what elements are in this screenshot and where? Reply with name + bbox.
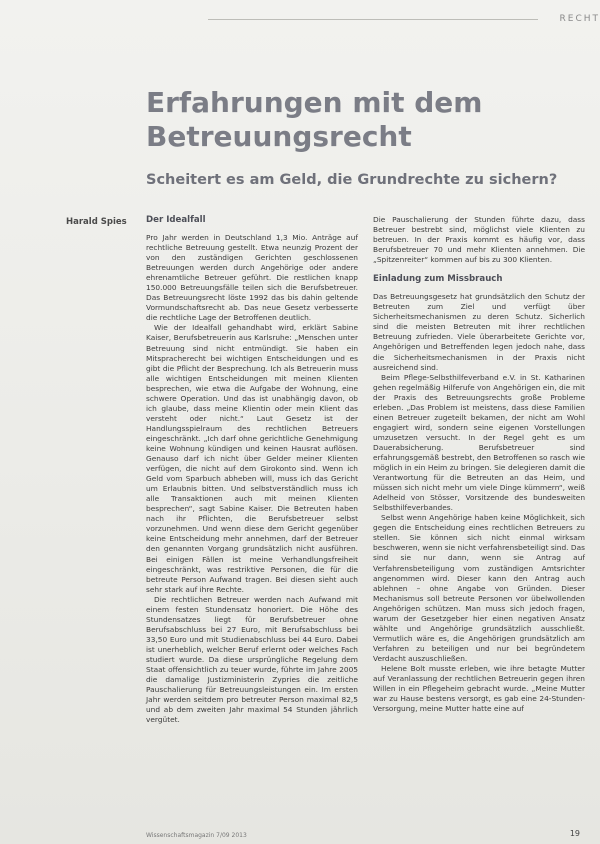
section-heading-idealfall: Der Idealfall xyxy=(146,215,206,225)
page-number: 19 xyxy=(569,829,580,838)
body-paragraph: Selbst wenn Angehörige haben keine Möglichkeit, sich gegen die Entscheidung eines rechtlichen Betreuers zu stellen. Sie können sich nicht einmal wirksam beschweren, wenn sie nicht verfahrensbeteiligt sind. Das sind sie nur dann, wenn sie Antrag auf Verfahrensbeteiligung vom zuständigen Amtsrichter angenommen wird. Dieser kann den Antrag auch ablehnen – ohne Angabe von Gründen. Dieser Mechanismus soll betreute Personen vor übelwollenden Angehörigen schützen. Man muss sich jedoch fragen, warum der Gesetzgeber hier einen negativen Ansatz wählte und Angehörige grundsätzlich ausschließt. Vermutlich wäre es, die Angehörigen grundsätzlich am Verfahren zu beteiligen und nur bei begründetem Verdacht auszuschließen. xyxy=(373,513,585,663)
author-name: Harald Spies xyxy=(66,217,127,227)
section-rubric: RECHT xyxy=(559,14,600,24)
body-paragraph: Helene Bolt musste erleben, wie ihre betagte Mutter auf Veranlassung der rechtlichen Betreuerin gegen ihren Willen in ein Pflegeheim gebracht wurde. „Meine Mutter war zu Hause bestens versorgt, es gab eine 24-Stunden-Versorgung, meine Mutter hatte eine auf xyxy=(373,663,585,714)
article-title: Erfahrungen mit dem Betreuungsrecht xyxy=(146,86,483,153)
body-paragraph: Beim Pflege-Selbsthilfeverband e.V. in St. Katharinen gehen regelmäßig Hilferufe von Angehörigen ein, die mit der Praxis des Betreuungsrechts große Probleme erleben. „Das Problem ist meistens, dass diese Familien einen Betreuer zugeteilt bekamen, der nicht am Wohl engagiert wird, sondern seine eigenen Vorstellungen umzusetzen versucht. In der Regel geht es um Dauerabsicherung. Berufsbetreuer sind erfahrungsgemäß bestrebt, den Betroffenen so rasch wie möglich in ein Heim zu bringen. Sie delegieren damit die Verantwortung für die Betreuten an das Heim, und müssen sich nicht mehr um viele Dinge kümmern“, weiß Adelheid von Stösser, Vorsitzende des bundesweiten Selbsthilfeverbandes. xyxy=(373,372,585,513)
body-paragraph: Das Betreuungsgesetz hat grundsätzlich den Schutz der Betreuten zum Ziel und verfügt über Sicherheitsmechanismen zu deren Schutz. Sicherlich sind die meisten Betreuten mit ihrer rechtlichen Betreuung zufrieden. Viele überarbeitete Gerichte vor, Angehörigen und Betreffenden legen jedoch nahe, dass die Sicherheitsmechanismen in der Praxis nicht ausreichend sind. xyxy=(373,292,585,372)
section-heading-missbrauch: Einladung zum Missbrauch xyxy=(373,274,503,285)
body-paragraph: Pro Jahr werden in Deutschland 1,3 Mio. Anträge auf rechtliche Betreuung gestellt. Etwa neunzig Prozent der von den zuständigen Gerichten geschlossenen Betreuungen werden durch Angehörige oder andere ehrenamtliche Betreuer geführt. Die restlichen knapp 150.000 Betreuungsfälle teilen sich die Berufsbetreuer. Das Betreuungsrecht löste 1992 das bis dahin geltende Vormundschaftsrecht ab. Das neue Gesetz verbesserte die rechtliche Lage der Betroffenen deutlich. xyxy=(146,233,358,323)
body-paragraph: Die rechtlichen Betreuer werden nach Aufwand mit einem festen Stundensatz honoriert. Die Höhe des Stundensatzes liegt für Berufsbetreuer ohne Berufsabschluss bei 27 Euro, mit Berufsabschluss bei 33,50 Euro und mit Studienabschluss bei 44 Euro. Dabei ist unerheblich, welcher Beruf erlernt oder welches Fach studiert wurde. Da diese ursprüngliche Regelung dem Staat offensichtlich zu teuer wurde, führte im Jahre 2005 die damalige Justizministerin Zypries die zeitliche Pauschalierung für Betreuungsleistungen ein. Im ersten Jahr werden seitdem pro betreuter Person maximal 82,5 und ab dem zweiten Jahr maximal 54 Stunden jährlich vergütet. xyxy=(146,594,358,725)
left-column xyxy=(146,215,358,725)
publication-footer: Wissenschaftsmagazin 7/09 2013 xyxy=(146,832,247,839)
body-paragraph: Wie der Idealfall gehandhabt wird, erklärt Sabine Kaiser, Berufsbetreuerin aus Karlsruhe: „Menschen unter Betreuung sind nicht entmündigt. Sie haben ein Mitspracherecht bei wichtigen Entscheidungen und es gibt die Pflicht der Besprechung. Ich als Betreuerin muss alle wichtigen Entscheidungen mit meinen Klienten besprechen, wie etwa die Aufgabe der Wohnung, eine schwere Operation. Und das ist unabhängig davon, ob ich glaube, dass meine Klientin oder mein Klient das versteht oder nicht.“ Laut Gesetz ist der Handlungsspielraum des rechtlichen Betreuers eingeschränkt. „Ich darf ohne gerichtliche Genehmigung keine Wohnung kündigen und keinen Hausrat auflösen. Genauso darf ich nicht über Gelder meiner Klienten verfügen, die nicht auf dem Girokonto sind. Wenn ich Geld vom Sparbuch abheben will, muss ich das Gericht um Erlaubnis bitten. Und selbstverständlich muss ich alle Transaktionen auch mit meinen Klienten besprechen“, sagt Sabine Kaiser. Die Betreuten haben nach ihr Pflichten, die Berufsbetreuer selbst vorzunehmen. Und wenn diese dem Gericht gegenüber keine Entscheidung mehr annehmen, darf der Betreuer den genannten Vorgang grundsätzlich nicht ausführen. Bei einigen Fällen ist meine Verhandlungsfreiheit eingeschränkt, was restriktive Personen, die für die betreute Person Aufwand tragen. Bei diesen sieht auch sehr stark auf ihre Rechte. xyxy=(146,323,358,594)
body-paragraph: Die Pauschalierung der Stunden führte dazu, dass Betreuer bestrebt sind, möglichst viele Klienten zu betreuen. In der Praxis kommt es häufig vor, dass Berufsbetreuer 70 und mehr Klienten annehmen. Die „Spitzenreiter“ kommen auf bis zu 300 Klienten. xyxy=(373,215,585,265)
article-subtitle: Scheitert es am Geld, die Grundrechte zu sichern? xyxy=(146,172,558,188)
right-column xyxy=(373,215,585,714)
header-rule xyxy=(208,19,538,20)
